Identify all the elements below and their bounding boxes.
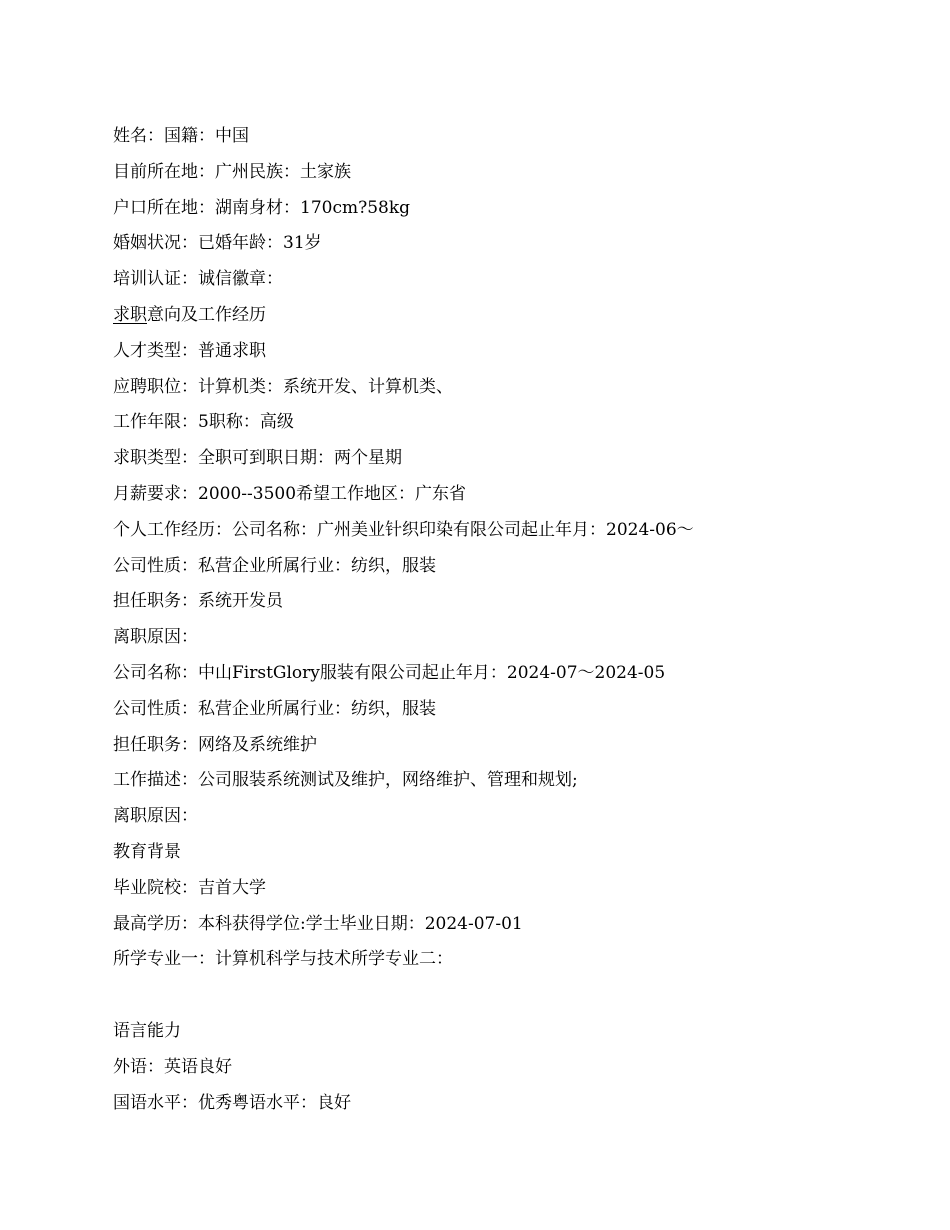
section-heading-rest: 意向及工作经历: [147, 304, 266, 325]
section-heading-language: 语言能力: [113, 1020, 181, 1041]
position-applied-line: 应聘职位：计算机类：系统开发、计算机类、: [113, 376, 453, 397]
company2-leave-reason-line: 离职原因：: [113, 806, 198, 827]
job-type-start-line: 求职类型：全职可到职日期：两个星期: [113, 448, 402, 469]
company2-description-line: 工作描述：公司服装系统测试及维护，网络维护、管理和规划;: [113, 770, 578, 791]
mandarin-cantonese-line: 国语水平：优秀粤语水平：良好: [113, 1092, 351, 1113]
school-line: 毕业院校：吉首大学: [113, 877, 266, 898]
resume-body: [113, 119, 893, 1121]
marital-age-line: 婚姻状况：已婚年龄：31岁: [113, 233, 322, 254]
hukou-height-line: 户口所在地：湖南身材：170cm?58kg: [113, 197, 411, 218]
foreign-language-line: 外语：英语良好: [113, 1056, 232, 1077]
section-heading-underlined-part: 求职: [113, 304, 147, 325]
years-title-line: 工作年限：5职称：高级: [113, 412, 294, 433]
section-heading-education: 教育背景: [113, 841, 181, 862]
degree-line: 最高学历：本科获得学位:学士毕业日期：2024-07-01: [113, 913, 523, 934]
talent-type-line: 人才类型：普通求职: [113, 340, 266, 361]
company1-leave-reason-line: 离职原因：: [113, 627, 198, 648]
company1-role-line: 担任职务：系统开发员: [113, 591, 283, 612]
company2-role-line: 担任职务：网络及系统维护: [113, 734, 317, 755]
section-heading-job-intent: [113, 298, 893, 334]
company2-line: 公司名称：中山FirstGlory服装有限公司起止年月：2024-07～2024-05: [113, 662, 666, 683]
major-line: 所学专业一：计算机科学与技术所学专业二：: [113, 949, 453, 970]
name-nationality-line: 姓名：国籍：中国: [113, 126, 249, 146]
company2-nature-line: 公司性质：私营企业所属行业：纺织，服装: [113, 698, 436, 719]
location-ethnicity-line: 目前所在地：广州民族：土家族: [113, 161, 351, 182]
experience-company1-line: 个人工作经历：公司名称：广州美业针织印染有限公司起止年月：2024-06～: [113, 519, 694, 540]
company1-nature-line: 公司性质：私营企业所属行业：纺织，服装: [113, 555, 436, 576]
certification-line: 培训认证：诚信徽章：: [113, 269, 283, 290]
salary-region-line: 月薪要求：2000--3500希望工作地区：广东省: [113, 483, 467, 504]
